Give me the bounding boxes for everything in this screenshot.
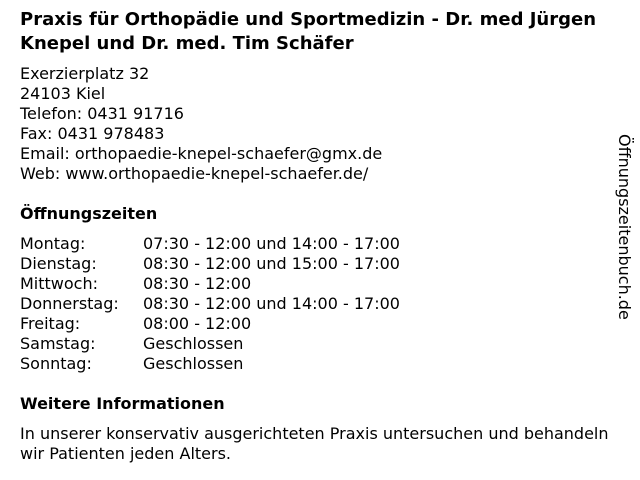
fax-number: Fax: 0431 978483 <box>20 124 165 143</box>
hours-row <box>20 314 400 334</box>
hours-row <box>20 334 400 354</box>
hours-row <box>20 254 400 274</box>
hours-row <box>20 274 400 294</box>
info-heading: Weitere Informationen <box>20 394 225 413</box>
hours-row <box>20 354 400 374</box>
page-title: Praxis für Orthopädie und Sportmedizin - Dr. med Jürgen Knepel und Dr. med. Tim Schäfer <box>20 9 597 54</box>
hours-time: 07:30 - 12:00 und 14:00 - 17:00 <box>143 234 400 253</box>
hours-day: Samstag: <box>20 334 96 353</box>
hours-day: Sonntag: <box>20 354 92 373</box>
address-street: Exerzierplatz 32 <box>20 64 150 83</box>
hours-row <box>20 234 400 254</box>
hours-day: Donnerstag: <box>20 294 119 313</box>
website-url: Web: www.orthopaedie-knepel-schaefer.de/ <box>20 164 369 183</box>
hours-time: 08:30 - 12:00 <box>143 274 252 293</box>
hours-time: 08:00 - 12:00 <box>143 314 252 333</box>
hours-row <box>20 294 400 314</box>
site-watermark: Öffnungszeitenbuch.de <box>615 134 634 320</box>
hours-time: Geschlossen <box>143 354 244 373</box>
address-city: 24103 Kiel <box>20 84 106 103</box>
info-text: In unserer konservativ ausgerichteten Praxis untersuchen und behandeln wir Patienten jeden Alters. <box>20 424 609 463</box>
hours-day: Mittwoch: <box>20 274 98 293</box>
email-address: Email: orthopaedie-knepel-schaefer@gmx.de <box>20 144 383 163</box>
hours-day: Freitag: <box>20 314 81 333</box>
hours-day: Montag: <box>20 234 86 253</box>
hours-table <box>20 234 400 374</box>
phone-number: Telefon: 0431 91716 <box>20 104 184 123</box>
hours-time: 08:30 - 12:00 und 14:00 - 17:00 <box>143 294 400 313</box>
hours-time: Geschlossen <box>143 334 244 353</box>
contact-block <box>20 64 382 184</box>
hours-heading: Öffnungszeiten <box>20 204 158 223</box>
hours-day: Dienstag: <box>20 254 97 273</box>
hours-time: 08:30 - 12:00 und 15:00 - 17:00 <box>143 254 400 273</box>
